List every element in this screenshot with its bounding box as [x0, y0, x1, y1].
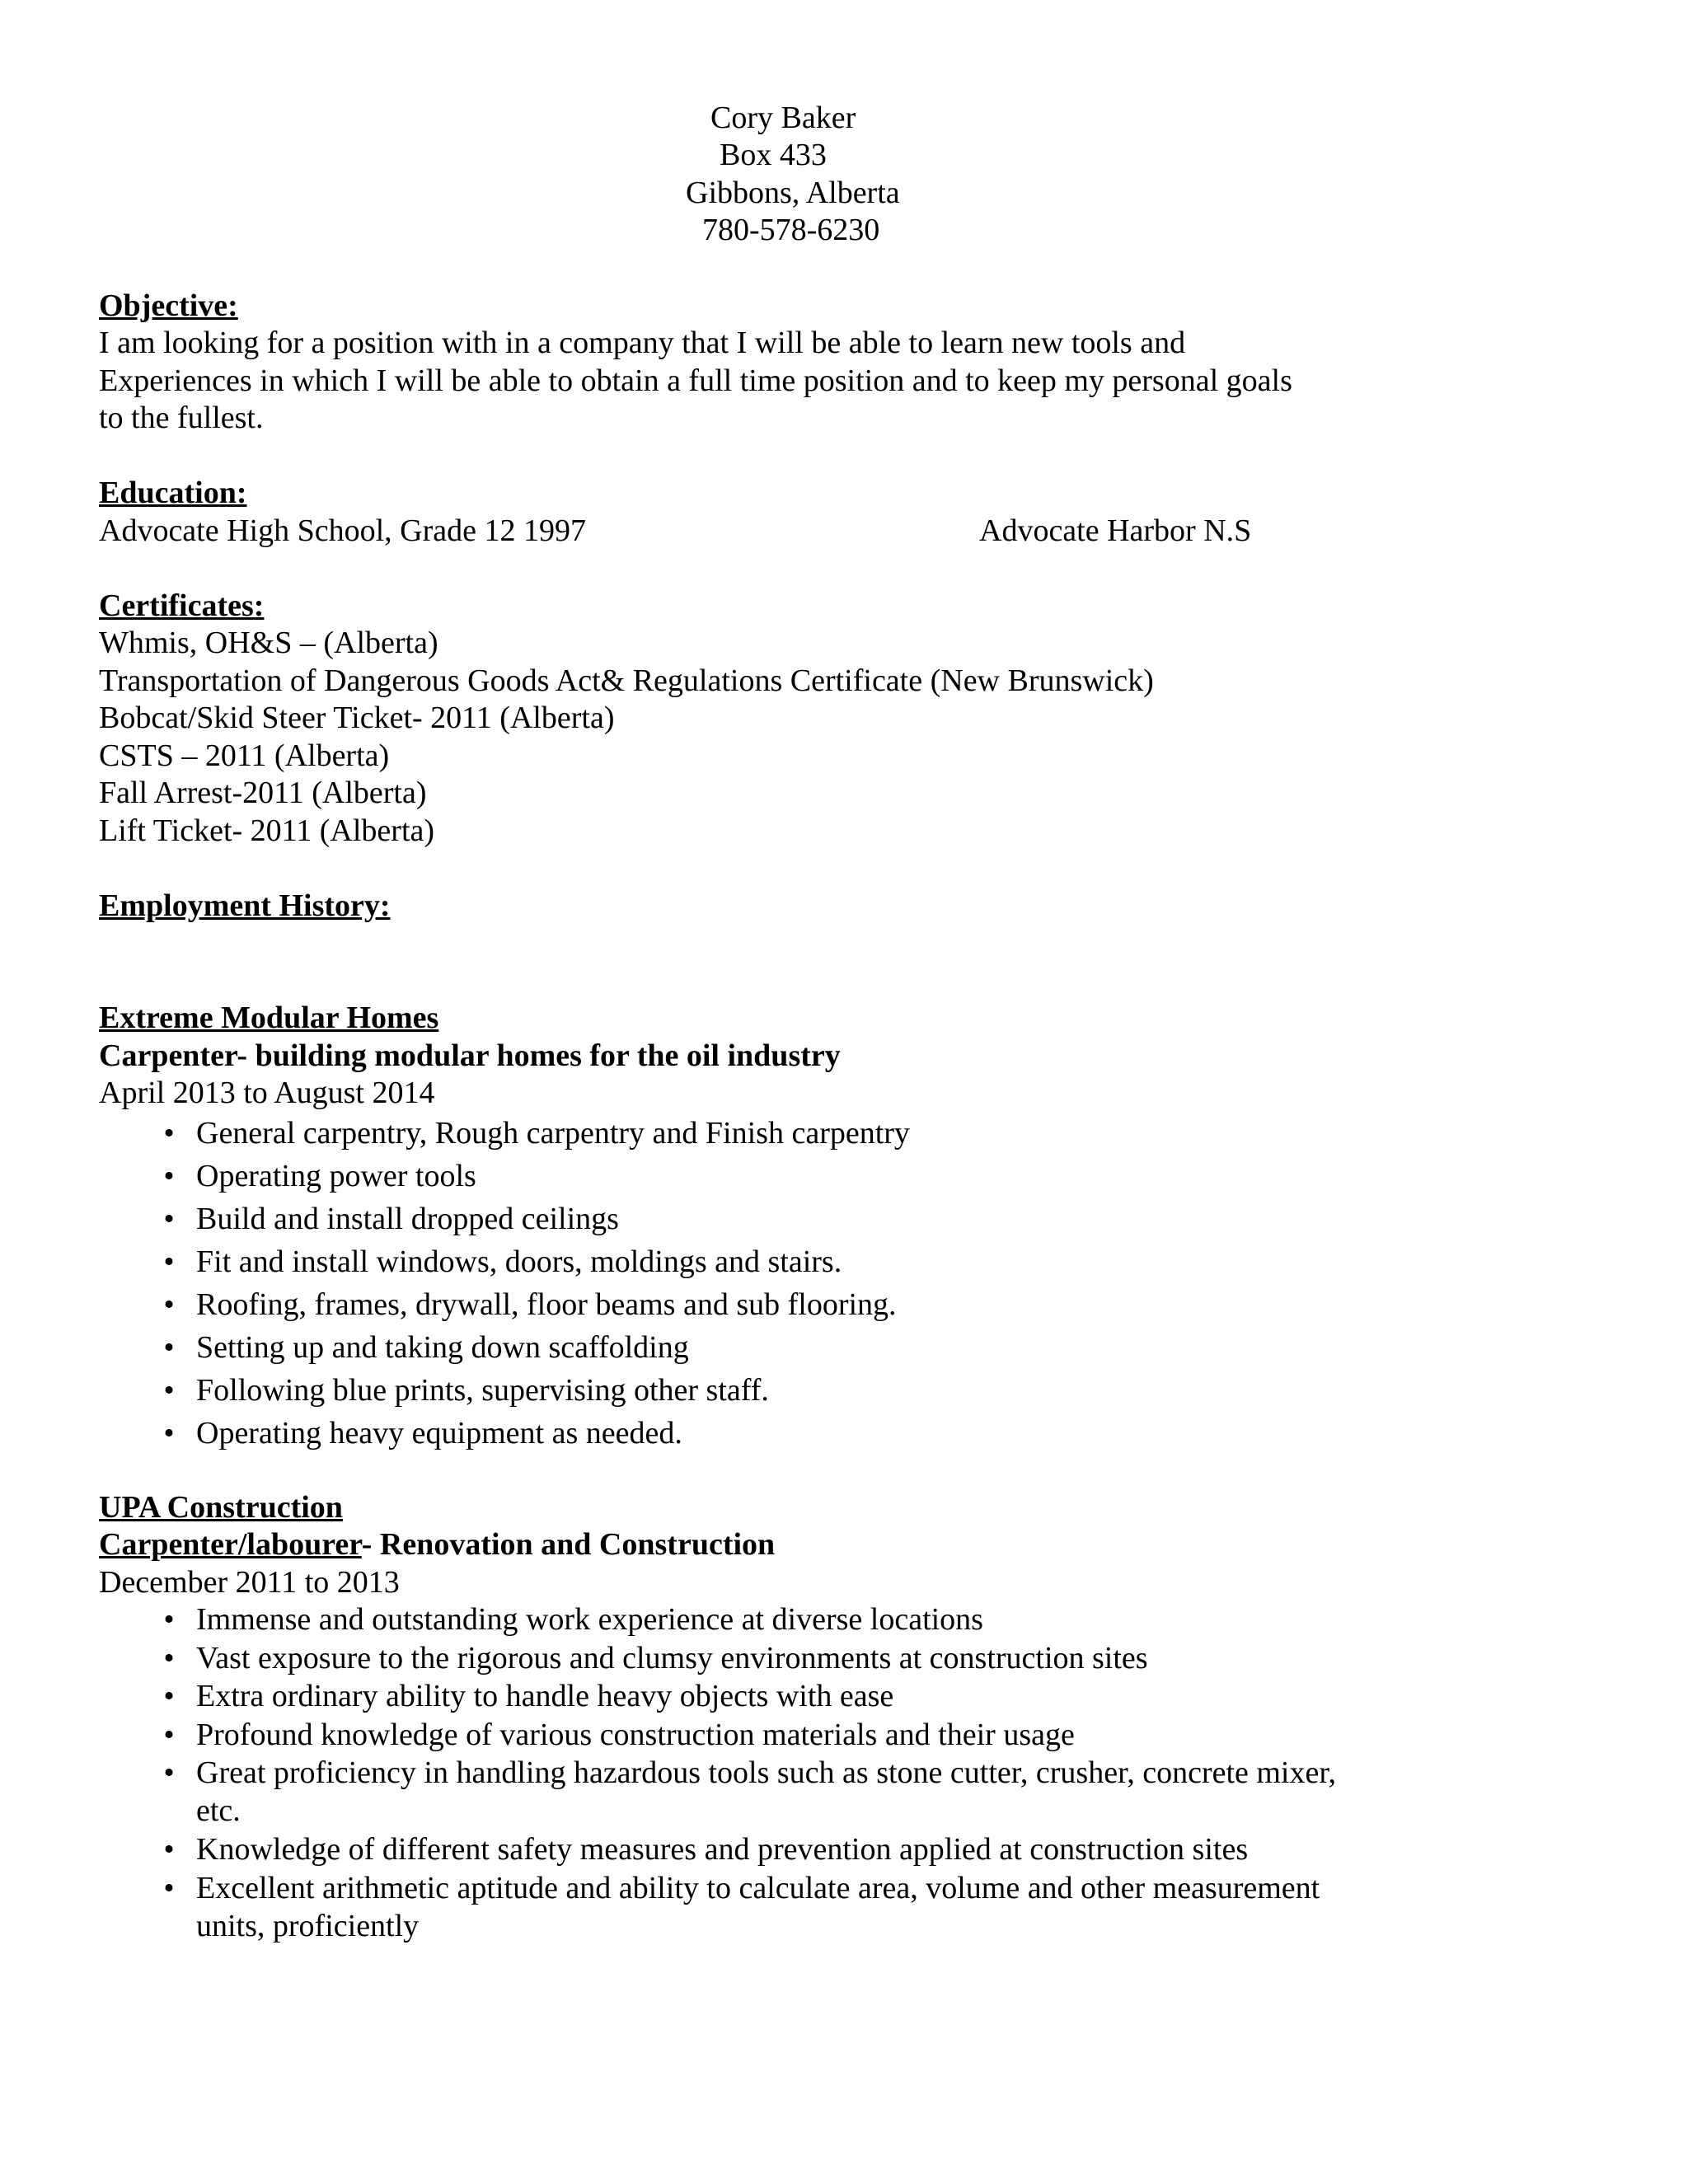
objective-line-2: Experiences in which I will be able to obtain a full time position and to keep my personal goals [99, 363, 1292, 398]
bullet-icon: • [163, 1870, 175, 1905]
certificate-item: Lift Ticket- 2011 (Alberta) [99, 813, 435, 848]
city-line: Gibbons, Alberta [686, 176, 900, 210]
phone-line: 780-578-6230 [702, 213, 880, 247]
education-school: Advocate High School, Grade 12 1997 [99, 513, 586, 548]
bullet-icon: • [163, 1755, 175, 1790]
job-2-company: UPA Construction [99, 1490, 343, 1525]
certificate-item: Whmis, OH&S – (Alberta) [99, 626, 438, 660]
bullet-icon: • [163, 1287, 175, 1322]
bullet-icon: • [163, 1679, 175, 1713]
bullet-icon: • [163, 1416, 175, 1451]
certificate-item: CSTS – 2011 (Alberta) [99, 738, 390, 773]
certificate-item: Bobcat/Skid Steer Ticket- 2011 (Alberta) [99, 701, 615, 735]
job-1-title: Carpenter- building modular homes for the oil industry [99, 1038, 841, 1073]
bullet-icon: • [163, 1159, 175, 1193]
education-location: Advocate Harbor N.S [979, 513, 1252, 548]
address-line: Box 433 [720, 138, 827, 172]
bullet-icon: • [163, 1602, 175, 1637]
objective-heading: Objective: [99, 288, 238, 323]
bullet-icon: • [163, 1244, 175, 1279]
bullet-icon: • [163, 1832, 175, 1867]
certificates-heading: Certificates: [99, 588, 265, 623]
job-2-title [99, 1526, 775, 1563]
job-1-company: Extreme Modular Homes [99, 1001, 439, 1035]
certificate-item: Transportation of Dangerous Goods Act& Regulations Certificate (New Brunswick) [99, 663, 1154, 698]
certificate-item: Fall Arrest-2011 (Alberta) [99, 776, 427, 810]
job-2-title-role: Carpenter/labourer [99, 1527, 362, 1562]
bullet-icon: • [163, 1202, 175, 1236]
objective-line-1: I am looking for a position with in a company that I will be able to learn new tools and [99, 326, 1186, 360]
bullet-icon: • [163, 1640, 175, 1675]
bullet-icon: • [163, 1717, 175, 1752]
bullet-icon: • [163, 1330, 175, 1365]
job-2-title-rest: - Renovation and Construction [361, 1527, 776, 1562]
job-1-dates: April 2013 to August 2014 [99, 1076, 435, 1110]
applicant-name: Cory Baker [710, 101, 856, 135]
employment-heading: Employment History: [99, 888, 391, 923]
bullet-icon: • [163, 1116, 175, 1151]
objective-line-3: to the fullest. [99, 401, 264, 435]
bullet-icon: • [163, 1373, 175, 1408]
education-heading: Education: [99, 476, 247, 510]
resume-page: Cory Baker Box 433 Gibbons, Alberta 780-578-6230 Objective: I am looking for a position with in a company that I will be able to learn new tools and Experiences in which I will be able to obtain a full time position and to keep my personal goals to the fullest. Education: Advocate High School, Grade 12 1997 Advocate Harbor N.S Certificates: Whmis, OH&S – (Alberta) Transportation of Dangerous Goods Act& Regulations Certificate (New Brunswick) Bobcat/Skid Steer Ticket- 2011 (Alberta) CSTS – 2011 (Alberta) Fall Arrest-2011 (Alberta) Lift Ticket- 2011 (Alberta) Employment History: Extreme Modular Homes Carpenter- building modular homes for the oil industry April 2013 to August 2014 • General carpentry, Rough carpentry and Finish carpentry • Operating power tools • Build and install dropped ceilings • Fit and install windows, doors, moldings and stairs. • Roofing, frames, drywall, floor beams and sub flooring. • Setting up and taking down scaffolding • Following blue prints, supervising other staff. • Operating heavy equipment as needed. UPA Construction Carpenter/labourer- Renovation and Construction December 2011 to 2013 • Immense and outstanding work experience at diverse locations • Vast exposure to the rigorous and clumsy environments at construction sites • Extra ordinary ability to handle heavy objects with ease • Profound knowledge of various construction materials and their usage • Great proficiency in handling hazardous tools such as stone cutter, crusher, concrete mixer, etc. • Knowledge of different safety measures and prevention applied at construction sites • Excellent arithmetic aptitude and ability to calculate area, volume and other measurement units, proficiently [0, 0, 1688, 2184]
job-2-dates: December 2011 to 2013 [99, 1565, 400, 1600]
